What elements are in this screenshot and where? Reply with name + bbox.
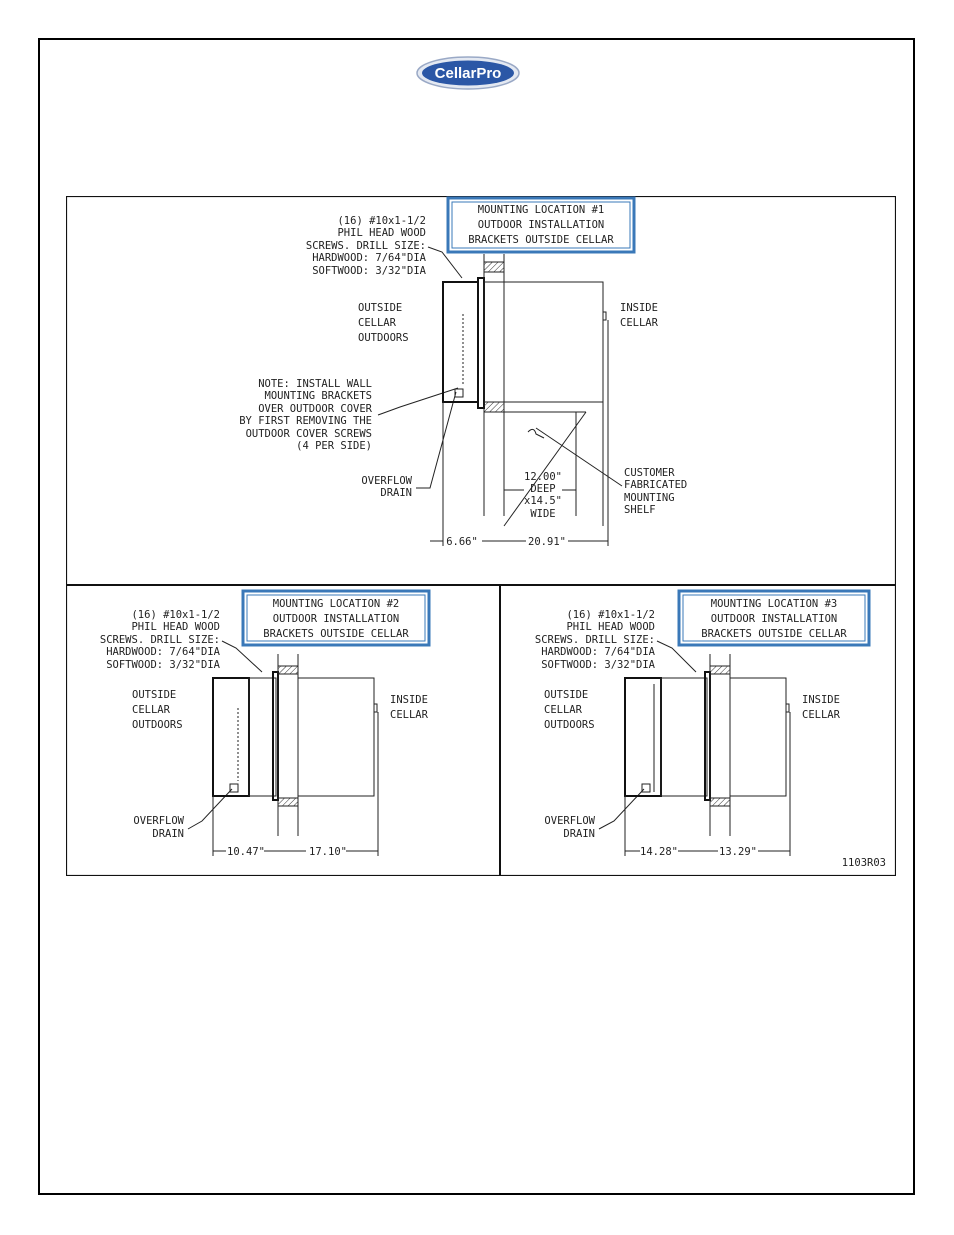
outside-label: OUTDOORS [132,719,183,731]
screw-spec: SOFTWOOD: 3/32"DIA [106,659,220,671]
note-text: OUTDOOR COVER SCREWS [245,428,372,440]
title-line: BRACKETS OUTSIDE CELLAR [701,628,847,640]
leader-line [416,392,456,488]
dimension-left: 14.28" [640,846,678,858]
overflow-label: DRAIN [380,487,412,499]
title-line: MOUNTING LOCATION #1 [477,204,605,216]
outside-label: CELLAR [132,704,170,716]
outside-label: OUTDOORS [544,719,595,731]
inside-label: INSIDE [390,694,428,706]
title-line: MOUNTING LOCATION #3 [710,598,838,610]
outdoor-cover [443,282,478,402]
wall-hatch [710,666,730,674]
note-text: OVER OUTDOOR COVER [258,403,372,415]
note-text: (4 PER SIDE) [296,440,372,452]
overflow-label: OVERFLOW [544,815,595,827]
figure-frame [67,197,896,876]
screw-spec: PHIL HEAD WOOD [131,621,220,633]
outside-label: OUTSIDE [132,689,177,701]
mounting-diagram [66,196,896,876]
inside-label: CELLAR [620,317,658,329]
shelf-label: SHELF [624,504,656,516]
title-line: BRACKETS OUTSIDE CELLAR [468,234,614,246]
screw-spec: PHIL HEAD WOOD [337,227,426,239]
title-line: OUTDOOR INSTALLATION [477,219,605,231]
screw-spec: SOFTWOOD: 3/32"DIA [541,659,655,671]
title-line: OUTDOOR INSTALLATION [272,613,400,625]
panel-location-1 [239,198,687,548]
outside-label: OUTSIDE [544,689,589,701]
unit-body [298,678,374,796]
screw-spec: HARDWOOD: 7/64"DIA [312,252,426,264]
outside-label: OUTDOORS [358,332,409,344]
dimension-right: 20.91" [528,536,566,548]
logo-text: CellarPro [434,65,502,82]
outdoor-cover [213,678,249,796]
screw-spec: (16) #10x1-1/2 [337,215,426,227]
unit-mid [661,678,707,796]
wall-hatch [278,666,298,674]
screw-spec: SCREWS. DRILL SIZE: [305,240,426,252]
note-text: BY FIRST REMOVING THE [239,415,372,427]
title-line: OUTDOOR INSTALLATION [710,613,838,625]
overflow-label: DRAIN [563,828,595,840]
shelf-size: x14.5" [524,495,562,507]
screw-spec: SCREWS. DRILL SIZE: [534,634,655,646]
screw-spec: PHIL HEAD WOOD [566,621,655,633]
dimension-left: 10.47" [227,846,265,858]
panel-location-2 [100,591,429,858]
shelf-label: CUSTOMER [624,467,675,479]
shelf-size: DEEP [530,483,556,495]
inside-label: INSIDE [620,302,658,314]
outside-label: CELLAR [358,317,396,329]
shelf-size: 12.00" [524,471,562,483]
shelf-label: MOUNTING [624,492,675,504]
outdoor-cover [625,678,661,796]
overflow-label: DRAIN [152,828,184,840]
note-text: MOUNTING BRACKETS [264,390,372,402]
screw-spec: SOFTWOOD: 3/32"DIA [312,265,426,277]
overflow-label: OVERFLOW [133,815,184,827]
shelf-label: FABRICATED [624,479,688,491]
panel-location-3 [535,591,886,869]
drawing-id: 1103R03 [841,857,886,869]
inside-label: INSIDE [802,694,840,706]
outside-label: OUTSIDE [358,302,403,314]
dimension-left: 6.66" [446,536,478,548]
screw-spec: HARDWOOD: 7/64"DIA [106,646,220,658]
inside-label: CELLAR [390,709,428,721]
unit-mid [249,678,276,796]
shelf-size: WIDE [530,508,556,520]
inside-label: CELLAR [802,709,840,721]
mounting-bracket [478,278,484,408]
wall-hatch [484,262,504,272]
screw-spec: HARDWOOD: 7/64"DIA [541,646,655,658]
title-line: MOUNTING LOCATION #2 [272,598,400,610]
unit-body [730,678,786,796]
unit-body [504,282,603,402]
screw-spec: (16) #10x1-1/2 [566,609,655,621]
dimension-right: 13.29" [719,846,757,858]
outside-label: CELLAR [544,704,582,716]
dimension-right: 17.10" [309,846,347,858]
cellarpro-logo [416,56,520,90]
title-line: BRACKETS OUTSIDE CELLAR [263,628,409,640]
note-text: NOTE: INSTALL WALL [258,378,372,390]
overflow-label: OVERFLOW [361,475,412,487]
screw-spec: (16) #10x1-1/2 [131,609,220,621]
screw-spec: SCREWS. DRILL SIZE: [99,634,220,646]
